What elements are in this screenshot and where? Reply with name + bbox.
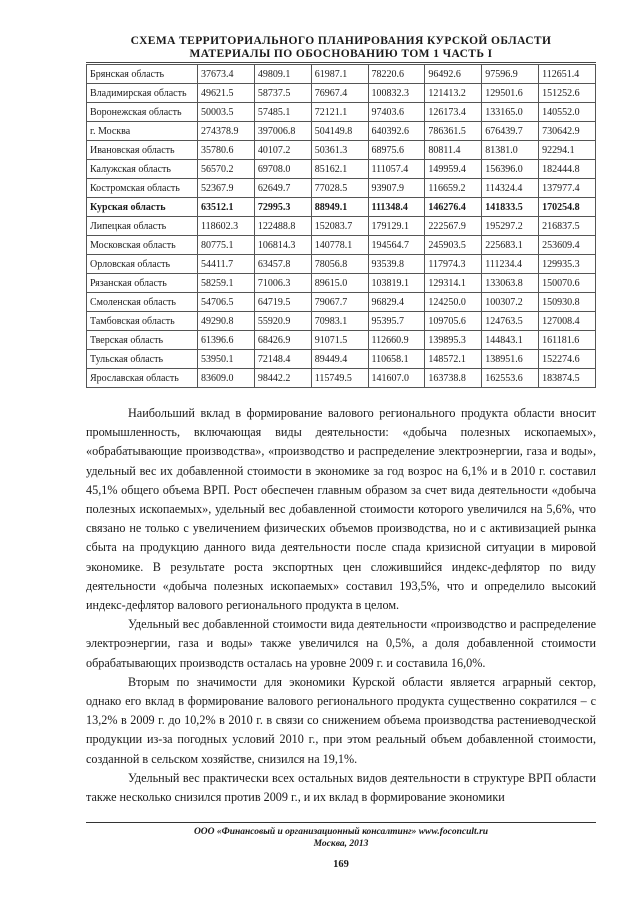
value-cell: 124250.0 [425,293,482,312]
value-cell: 97596.9 [482,65,539,84]
region-name-cell: Ивановская область [87,141,198,160]
footer-city-year: Москва, 2013 [313,839,369,849]
table-row [87,84,596,103]
table-row [87,236,596,255]
value-cell: 57485.1 [254,103,311,122]
value-cell: 49290.8 [198,312,255,331]
value-cell: 124763.5 [482,312,539,331]
table-row [87,350,596,369]
table-row [87,293,596,312]
value-cell: 138951.6 [482,350,539,369]
value-cell: 93539.8 [368,255,425,274]
value-cell: 115749.5 [311,369,368,388]
table-row [87,274,596,293]
value-cell: 40107.2 [254,141,311,160]
value-cell: 122488.8 [254,217,311,236]
region-name-cell: Брянская область [87,65,198,84]
value-cell: 58737.5 [254,84,311,103]
region-name-cell: г. Москва [87,122,198,141]
value-cell: 133165.0 [482,103,539,122]
value-cell: 111057.4 [368,160,425,179]
value-cell: 79067.7 [311,293,368,312]
value-cell: 106814.3 [254,236,311,255]
value-cell: 116659.2 [425,179,482,198]
value-cell: 148572.1 [425,350,482,369]
value-cell: 126173.4 [425,103,482,122]
footer-company: ООО «Финансовый и организационный консалтинг» www.foconcult.ru [193,827,489,837]
table-row [87,103,596,122]
value-cell: 179129.1 [368,217,425,236]
value-cell: 49809.1 [254,65,311,84]
region-name-cell: Тверская область [87,331,198,350]
value-cell: 78056.8 [311,255,368,274]
value-cell: 140778.1 [311,236,368,255]
value-cell: 676439.7 [482,122,539,141]
value-cell: 129501.6 [482,84,539,103]
table-row [87,217,596,236]
value-cell: 37673.4 [198,65,255,84]
value-cell: 56570.2 [198,160,255,179]
value-cell: 58259.1 [198,274,255,293]
region-name-cell: Смоленская область [87,293,198,312]
value-cell: 81381.0 [482,141,539,160]
value-cell: 156396.0 [482,160,539,179]
value-cell: 93907.9 [368,179,425,198]
value-cell: 274378.9 [198,122,255,141]
value-cell: 127008.4 [539,312,596,331]
value-cell: 137977.4 [539,179,596,198]
table-row [87,331,596,350]
value-cell: 72121.1 [311,103,368,122]
value-cell: 109705.6 [425,312,482,331]
value-cell: 54706.5 [198,293,255,312]
value-cell: 71006.3 [254,274,311,293]
value-cell: 96492.6 [425,65,482,84]
footer-rule [86,822,596,823]
value-cell: 96829.4 [368,293,425,312]
value-cell: 163738.8 [425,369,482,388]
value-cell: 63457.8 [254,255,311,274]
value-cell: 129935.3 [539,255,596,274]
value-cell: 50003.5 [198,103,255,122]
value-cell: 80811.4 [425,141,482,160]
value-cell: 139895.3 [425,331,482,350]
region-name-cell: Тульская область [87,350,198,369]
value-cell: 88949.1 [311,198,368,217]
value-cell: 112651.4 [539,65,596,84]
value-cell: 140552.0 [539,103,596,122]
value-cell: 110658.1 [368,350,425,369]
value-cell: 89615.0 [311,274,368,293]
region-name-cell: Ярославская область [87,369,198,388]
value-cell: 70983.1 [311,312,368,331]
value-cell: 68975.6 [368,141,425,160]
table-row [87,255,596,274]
region-name-cell: Московская область [87,236,198,255]
value-cell: 170254.8 [539,198,596,217]
value-cell: 92294.1 [539,141,596,160]
value-cell: 72995.3 [254,198,311,217]
value-cell: 111348.4 [368,198,425,217]
value-cell: 133063.8 [482,274,539,293]
value-cell: 111234.4 [482,255,539,274]
table-row [87,179,596,198]
body-text [86,404,596,807]
region-name-cell: Калужская область [87,160,198,179]
page-number: 169 [333,859,349,870]
value-cell: 112660.9 [368,331,425,350]
value-cell: 98442.2 [254,369,311,388]
page-header [86,35,596,61]
value-cell: 141833.5 [482,198,539,217]
value-cell: 103819.1 [368,274,425,293]
value-cell: 100832.3 [368,84,425,103]
value-cell: 63512.1 [198,198,255,217]
value-cell: 253609.4 [539,236,596,255]
value-cell: 640392.6 [368,122,425,141]
value-cell: 83609.0 [198,369,255,388]
table-row [87,312,596,331]
table-row [87,122,596,141]
header-subtitle: МАТЕРИАЛЫ ПО ОБОСНОВАНИЮ ТОМ 1 ЧАСТЬ I [189,48,493,60]
value-cell: 64719.5 [254,293,311,312]
paragraph: Удельный вес добавленной стоимости вида деятельности «производство и распределение электроэнергии, газа и воды» также увеличился на 0,5%, а доля добавленной стоимости обрабатывающих производств осталась на уровне 2009 г. и составила 16,0%. [86,617,596,670]
value-cell: 195297.2 [482,217,539,236]
value-cell: 152083.7 [311,217,368,236]
table-row [87,198,596,217]
value-cell: 146276.4 [425,198,482,217]
value-cell: 730642.9 [539,122,596,141]
page-footer [86,826,596,850]
header-rule [86,62,596,63]
value-cell: 144843.1 [482,331,539,350]
region-name-cell: Воронежская область [87,103,198,122]
value-cell: 80775.1 [198,236,255,255]
value-cell: 117974.3 [425,255,482,274]
value-cell: 77028.5 [311,179,368,198]
value-cell: 62649.7 [254,179,311,198]
region-name-cell: Владимирская область [87,84,198,103]
value-cell: 504149.8 [311,122,368,141]
value-cell: 194564.7 [368,236,425,255]
paragraph: Вторым по значимости для экономики Курской области является аграрный сектор, однако его вклад в формирование валового регионального продукта существенно сократился – с 13,2% в 2009 г. до 10,2% в 2010 г. в связи со снижением объема производства растениеводческой продукции из-за погодных условий 2010 г., при этом реальный объем добавленной стоимости, созданной в сельском хозяйстве, снизился на 19,1%. [86,674,596,766]
value-cell: 786361.5 [425,122,482,141]
table-row [87,160,596,179]
value-cell: 225683.1 [482,236,539,255]
value-cell: 52367.9 [198,179,255,198]
value-cell: 141607.0 [368,369,425,388]
value-cell: 152274.6 [539,350,596,369]
region-name-cell: Орловская область [87,255,198,274]
value-cell: 76967.4 [311,84,368,103]
value-cell: 129314.1 [425,274,482,293]
value-cell: 69708.0 [254,160,311,179]
value-cell: 114324.4 [482,179,539,198]
value-cell: 151252.6 [539,84,596,103]
value-cell: 72148.4 [254,350,311,369]
value-cell: 100307.2 [482,293,539,312]
value-cell: 245903.5 [425,236,482,255]
grp-table [86,64,596,388]
region-name-cell: Костромская область [87,179,198,198]
value-cell: 95395.7 [368,312,425,331]
paragraph: Удельный вес практически всех остальных видов деятельности в структуре ВРП области также несколько снизился против 2009 г., и их вклад в формирование экономики [86,770,596,805]
value-cell: 68426.9 [254,331,311,350]
value-cell: 49621.5 [198,84,255,103]
table-row [87,65,596,84]
value-cell: 54411.7 [198,255,255,274]
header-title: СХЕМА ТЕРРИТОРИАЛЬНОГО ПЛАНИРОВАНИЯ КУРСКОЙ ОБЛАСТИ [130,35,552,47]
value-cell: 118602.3 [198,217,255,236]
value-cell: 222567.9 [425,217,482,236]
value-cell: 183874.5 [539,369,596,388]
region-name-cell: Тамбовская область [87,312,198,331]
value-cell: 55920.9 [254,312,311,331]
value-cell: 61396.6 [198,331,255,350]
value-cell: 216837.5 [539,217,596,236]
table-row [87,141,596,160]
region-name-cell: Курская область [87,198,198,217]
value-cell: 162553.6 [482,369,539,388]
value-cell: 121413.2 [425,84,482,103]
paragraph: Наибольший вклад в формирование валового регионального продукта области вносит промышленность, включающая виды деятельности: «добыча полезных ископаемых», «обрабатывающие производства», «производство и распределение электроэнергии, газа и воды», удельный вес их добавленной стоимости в экономике за год возрос на 6,1% и в 2010 г. составил 45,1% общего объема ВРП. Рост обеспечен главным образом за счет вида деятельности «добыча полезных ископаемых», удельный вес добавленной стоимости которого увеличился на 5,6%, что связано не только с увеличением физических объемов производства, но и с активизацией рынка сбыта на продукцию данного вида деятельности после спада кризисной ситуации в мировой экономике. В результате роста экспортных цен сложившийся индекс-дефлятор по виду деятельности «добыча полезных ископаемых» составил 193,5%, что и определило высокий индекс-дефлятор валового регионального продукта в целом. [86,406,596,613]
value-cell: 50361.3 [311,141,368,160]
grp-table-body [87,65,596,388]
region-name-cell: Рязанская область [87,274,198,293]
value-cell: 161181.6 [539,331,596,350]
value-cell: 397006.8 [254,122,311,141]
region-name-cell: Липецкая область [87,217,198,236]
value-cell: 89449.4 [311,350,368,369]
value-cell: 35780.6 [198,141,255,160]
value-cell: 85162.1 [311,160,368,179]
value-cell: 150930.8 [539,293,596,312]
value-cell: 149959.4 [425,160,482,179]
value-cell: 97403.6 [368,103,425,122]
value-cell: 61987.1 [311,65,368,84]
value-cell: 78220.6 [368,65,425,84]
value-cell: 150070.6 [539,274,596,293]
value-cell: 91071.5 [311,331,368,350]
table-row [87,369,596,388]
value-cell: 53950.1 [198,350,255,369]
value-cell: 182444.8 [539,160,596,179]
